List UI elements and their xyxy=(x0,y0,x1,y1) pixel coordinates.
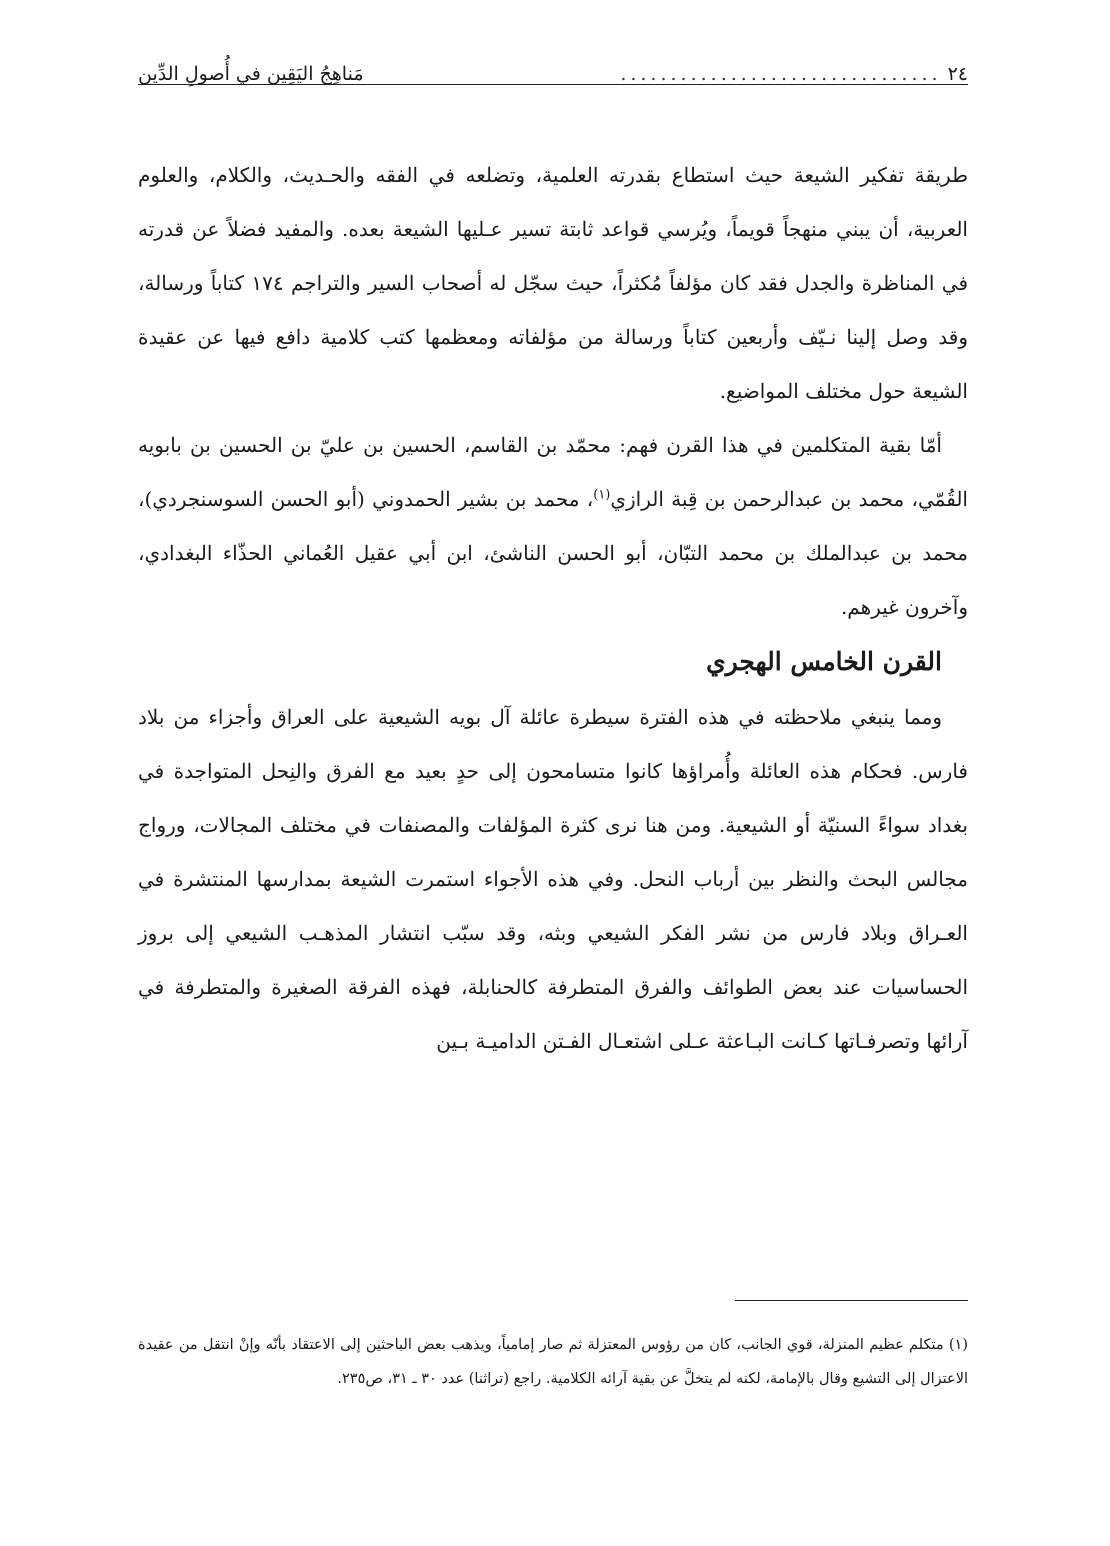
header-rule xyxy=(138,84,968,85)
paragraph: ومما ينبغي ملاحظته في هذه الفترة سيطرة عائلة آل بويه الشيعية على العراق وأجزاء من بلاد فارس. فحكام هذه العائلة وأُمراؤها كانوا متسامحون إلى حدٍ بعيد مع الفرق والنِحل المتواجدة في بغداد سواءً السنيّة أو الشيعية. ومن هنا نرى كثرة المؤلفات والمصنفات في مختلف المجالات، ورواج مجالس البحث والنظر بين أرباب النحل. وفي هذه الأجواء استمرت الشيعة بمدارسها المنتشرة في العـراق وبلاد فارس من نشر الفكر الشيعي وبثه، وقد سبّب انتشار المذهـب الشيعي إلى بروز الحساسيات عند بعض الطوائف والفرق المتطرفة كالحنابلة، فهذه الفرقة الصغيرة والمتطرفة في آرائها وتصرفـاتها كـانت البـاعثة عـلى اشتعـال الفـتن الداميـة بـين xyxy=(138,705,969,1053)
footnotes xyxy=(138,1328,968,1396)
header-leader-dots: ................................ xyxy=(620,63,942,85)
footnote-rule xyxy=(735,1300,968,1301)
paragraph xyxy=(138,418,968,634)
main-text xyxy=(138,148,968,1068)
book-title: مَناهِجُ اليَقِين في أُصولِ الدِّين xyxy=(138,63,364,85)
section-heading: القرن الخامس الهجري xyxy=(706,647,942,676)
footnote-reference[interactable]: (١) xyxy=(593,487,611,503)
footnote: (١) متكلم عظيم المنزلة، قوي الجانب، كان من رؤوس المعتزلة ثم صار إمامياً، ويذهب بعض الباحثين إلى الاعتقاد بأنّه وإنْ انتقل من عقيدة الاعتزال إلى التشيع وقال بالإمامة، لكنه لم يتخلَّ عن بقية آرائه الكلامية. راجع (تراثنا) عدد ٣٠ ـ ٣١، ص٢٣٥. xyxy=(138,1337,968,1387)
paragraph: طريقة تفكير الشيعة حيث استطاع بقدرته العلمية، وتضلعه في الفقه والحـديث، والكلام، والعلوم العربية، أن يبني منهجاً قويماً، ويُرسي قواعد ثابتة تسير عـليها الشيعة بعده. والمفيد فضلاً عن قدرته في المناظرة والجدل فقد كان مؤلفاً مُكثراً، حيث سجّل له أصحاب السير والتراجم ١٧٤ كتاباً ورسالة، وقد وصل إلينا نـيّف وأربعين كتاباً ورسالة من مؤلفاته ومعظمها كتب كلامية دافع فيها عن عقيدة الشيعة حول مختلف المواضيع. xyxy=(138,163,968,403)
page-number: ٢٤ xyxy=(947,63,968,85)
running-header xyxy=(138,50,968,86)
paragraph-text: ، محمد بن بشير الحمدوني (أبو الحسن السوسنجردي)، محمد بن عبدالملك بن محمد التبّان، أبو الحسن الناشئ، ابن أبي عقيل العُماني الحذّاء البغدادي، وآخرون غيرهم. xyxy=(138,487,968,619)
paragraph-text: أمّا بقية المتكلمين في هذا القرن فهم: محمّد بن القاسم، الحسين بن عليّ بن الحسين بن بابويه القُمّي، محمد بن عبدالرحمن بن قِبة الرازي xyxy=(138,433,968,511)
